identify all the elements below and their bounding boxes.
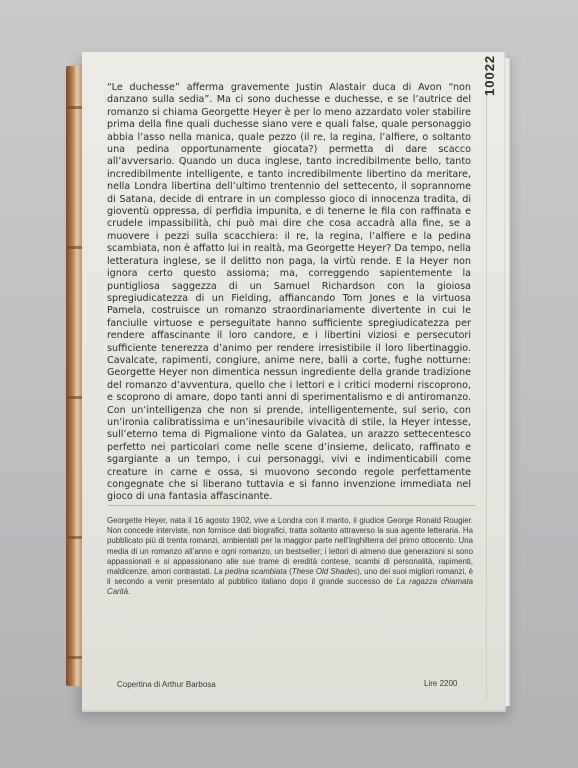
cover-crease xyxy=(486,60,487,700)
blurb-paragraph: “Le duchesse” afferma gravemente Justin Alastair duca di Avon “non danzano sulla sedia”. Ma ci sono duchesse e duchesse, e se l’autrice del romanzo si chiama Georgette Heyer è per lo meno azzardato voler stabilire prima della fine quali duchesse siano vere e quali false, quale personaggio abbia l’asso nella manica, quale pezzo (il re, la regina, l’alfiere, o soltanto una pedina opportunamente giocata?) permetta di dare scacco all’avversario. Quando un duca inglese, tanto incredibilmente bello, tanto incredibilmente intelligente, e tanto incredibilmente libertino da meritare, nella Londra libertina dell’ultimo trentennio del settecento, il soprannome di Satana, decide di entrare in un complesso gioco di innocenza tradita, di gioventù oppressa, di perfidia impunita, e di tenerne le fila con raffinata e crudele impassibilità, chi può mai dire che cosa accadrà alla fine, se a muovere i pezzi sulla scacchiera: il re, la regina, l’alfiere e la pedina scambiata, non è affatto lui in realtà, ma Georgette Heyer? Da tempo, nella letteratura inglese, se il delitto non paga, la virtù rende. E la Heyer non ignora certo questo assioma; ma, correggendo sapientemente la puntigliosa saggezza di un Samuel Richardson con la gioiosa spregiudicatezza di un Fielding, affiancando Tom Jones e la virtuosa Pamela, costruisce un romanzo straordinariamente divertente in cui le fanciulle virtuose e perseguitate hanno sufficiente spregiudicatezza per rendere affascinante il loro candore, e i libertini viziosi e persecutori sufficiente tenerezza d’animo per rendere irresistibile il loro libertinaggio. Cavalcate, rapimenti, congiure, anime nere, balli a corte, fughe notturne: Georgette Heyer non dimentica nessun ingrediente della grande tradizione del romanzo d’avventura, quello che i lettori e i critici moderni riscoprono, e scoprono di amare, dopo tanti anni di sperimentalismo e di antiromanzo. Con un’intelligenza che non si prende, intelligentemente, sul serio, con un’ironia calibratissima e un’inesauribile vivacità di stile, la Heyer intesse, sull’eterno tema di Pigmalione vinto da Galatea, un arazzo settecentesco perfetto nei particolari come nelle scene d’insieme, delicato, raffinato e sgargiante a un tempo, i cui personaggi, vivi e indimenticabili come creature in carne e ossa, si muovono secondo regole perfettamente congegnate che si liberano tuttavia e si fanno invenzione immediata nel gioco di una fantasia affascinante. xyxy=(107,82,471,503)
bio-title-1: La pedina scambiata xyxy=(214,567,287,577)
book-code: 10022 xyxy=(482,54,497,96)
bio-paragraph xyxy=(107,516,473,598)
bio-text-2: ( xyxy=(286,567,292,577)
author-bio xyxy=(107,516,473,598)
bio-title-2: These Old Shades xyxy=(291,567,358,577)
cover-credit: Copertina di Arthur Barbosa xyxy=(117,680,216,689)
divider xyxy=(107,505,475,506)
price-label: Lire 2200 xyxy=(424,679,458,688)
bio-title-3: La ragazza chiamata Carità xyxy=(107,577,473,597)
bio-text-4: . xyxy=(128,587,131,597)
page-edges xyxy=(504,58,510,706)
bio-text-1: Georgette Heyer, nata il 16 agosto 1902, vive a Londra con il marito, il giudice George Ronald Rougier. Non concede interviste, non fornisce dati biografici, tratta soltanto attraverso la sua agente letteraria. Ha pubblicato più di trenta romanzi, ambientati per la maggior parte nell’Inghilterra del primo ottocento. Una media di un romanzo all’anno e ogni romanzo, un bestseller; i lettori di almeno due generazioni si sono appassionati e si appassionano alle sue trame di eredità contese, scambi di personalità, rapimenti, maldicenze, amori contrastati. xyxy=(107,516,473,577)
blurb-text xyxy=(107,82,471,504)
bio-text-3: ), uno dei suoi migliori romanzi, è il secondo a venir presentato al pubblico italiano dopo il grande successo de xyxy=(107,567,473,587)
